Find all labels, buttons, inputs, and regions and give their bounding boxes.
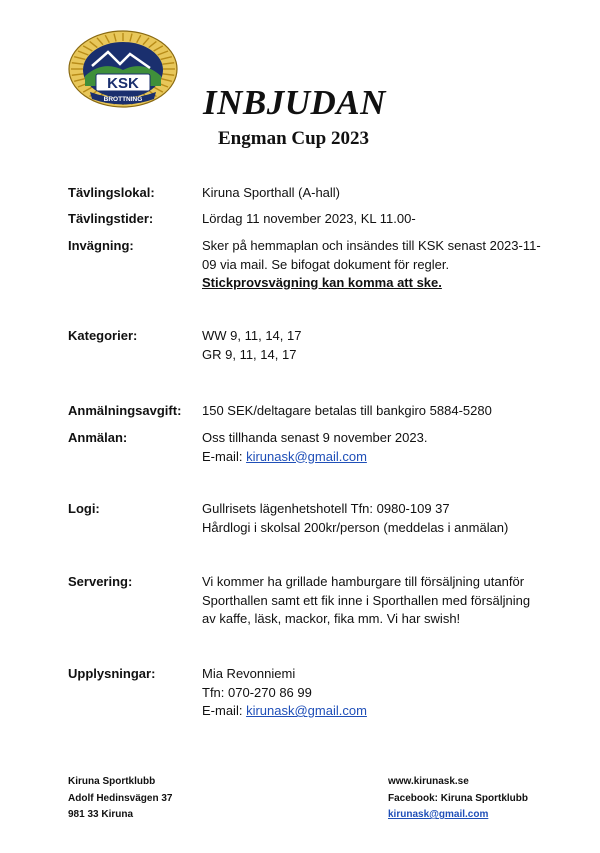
catering-label: Servering: [68,574,133,589]
info-phone: Tfn: 070-270 86 99 [202,684,312,700]
page-subtitle: Engman Cup 2023 [218,128,369,149]
categories-label: Kategorier: [68,328,138,343]
lodging-school: Hårdlogi i skolsal 200kr/person (meddelas i anmälan) [202,519,509,535]
registration-deadline: Oss tillhanda senast 9 november 2023. [202,430,428,445]
fee-label: Anmälningsavgift: [68,403,182,418]
footer-email-link[interactable]: kirunask@gmail.com [388,809,489,820]
venue-label: Tävlingslokal: [68,185,155,200]
times-label: Tävlingstider: [68,211,154,226]
info-email-link[interactable]: kirunask@gmail.com [246,703,367,718]
times-value: Lördag 11 november 2023, KL 11.00- [202,211,416,226]
category-gr: GR 9, 11, 14, 17 [202,346,297,362]
footer-street: Adolf Hedinsvägen 37 [68,792,173,804]
page-title: INBJUDAN [203,83,386,122]
info-label: Upplysningar: [68,666,156,681]
weighin-label: Invägning: [68,238,134,253]
fee-value: 150 SEK/deltagare betalas till bankgiro 5884-5280 [202,403,492,418]
footer-address [68,774,172,824]
registration-email-link[interactable]: kirunask@gmail.com [246,448,367,464]
footer-club-name: Kiruna Sportklubb [68,776,156,787]
ksk-logo [68,30,178,108]
weighin-note: Stickprovsvägning kan komma att ske. [202,275,442,290]
lodging-hotel: Gullrisets lägenhetshotell Tfn: 0980-109 37 [202,501,450,516]
lodging-label: Logi: [68,501,100,516]
email-prefix: E-mail: [202,703,247,718]
info-email-line [202,702,542,721]
footer-city: 981 33 Kiruna [68,809,134,820]
registration-email-line [202,448,542,467]
footer-contact [388,774,528,824]
footer-facebook: Facebook: Kiruna Sportklubb [388,792,529,804]
venue-value: Kiruna Sporthall (A-hall) [202,185,341,200]
info-name: Mia Revonniemi [202,666,296,681]
logo-text: KSK [107,75,139,92]
category-ww: WW 9, 11, 14, 17 [202,328,302,343]
registration-label: Anmälan: [68,430,128,445]
weighin-text: Sker på hemmaplan och insändes till KSK senast 2023-11-09 via mail. Se bifogat dokument för regler. [202,238,541,272]
catering-text: Vi kommer ha grillade hamburgare till försäljning utanför Sporthallen samt ett fik inne i Sporthallen med försäljning av kaffe, läsk, mackor, fika mm. Vi har swish! [202,574,531,626]
email-prefix: E-mail: [202,448,247,464]
logo-banner: BROTTNING [103,96,143,103]
footer-website: www.kirunask.se [388,776,469,787]
